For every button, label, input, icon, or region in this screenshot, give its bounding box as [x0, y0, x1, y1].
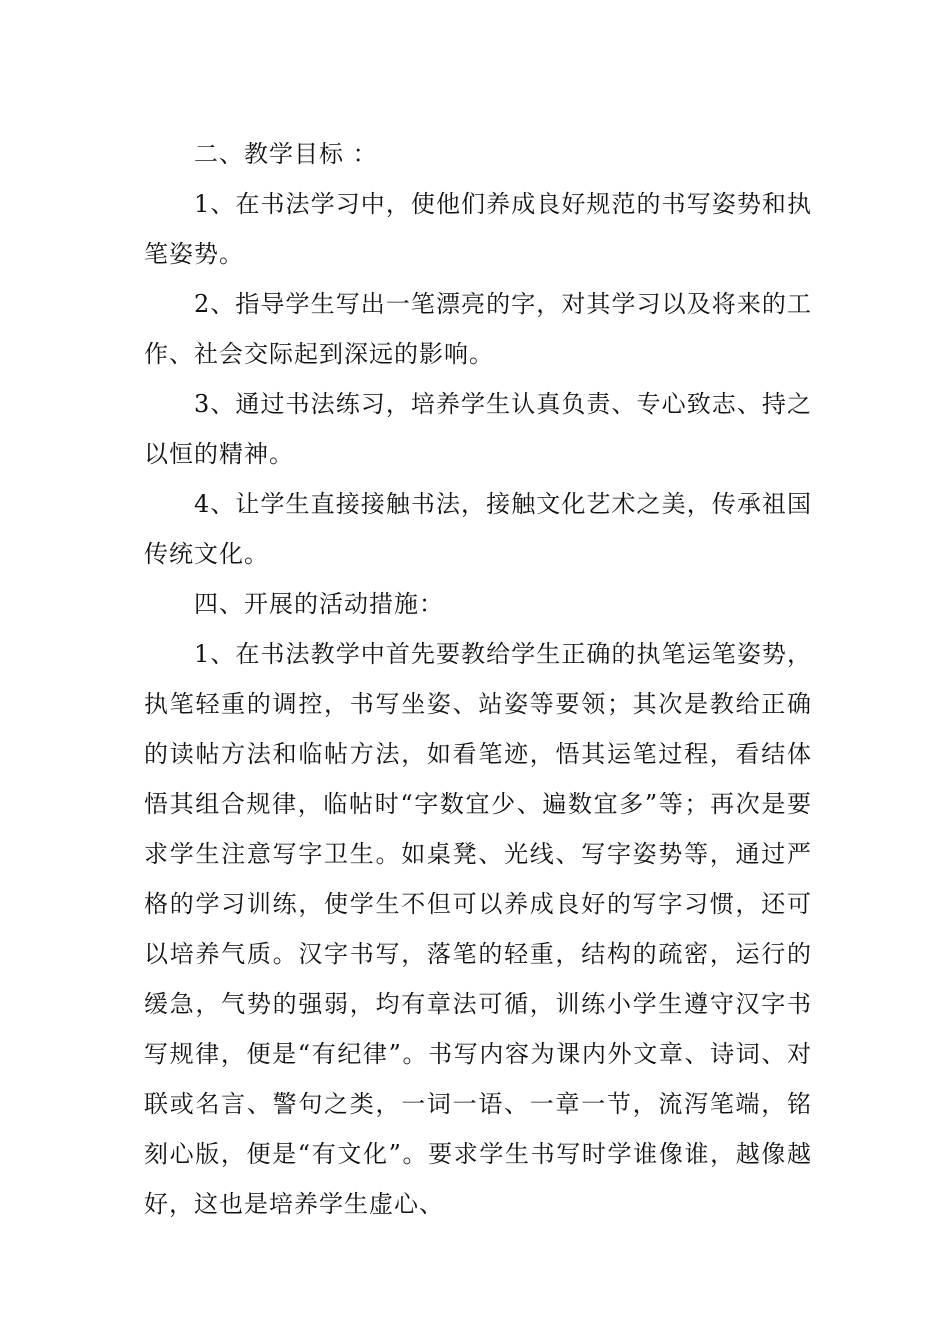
heading-teaching-goals: 二、教学目标 ： — [194, 140, 378, 168]
goal-item-2: 2、指导学生写出一笔漂亮的字，对其学习以及将来的工作、社会交际起到深远的影响。 — [144, 290, 812, 368]
goal-item-1: 1、在书法学习中，使他们养成良好规范的书写姿势和执笔姿势。 — [144, 190, 812, 268]
heading-activity-measures: 四、开展的活动措施： — [194, 590, 444, 618]
goal-item-3: 3、通过书法练习，培养学生认真负责、专心致志、持之以恒的精神。 — [144, 390, 812, 468]
goal-item-4: 4、让学生直接接触书法，接触文化艺术之美，传承祖国传统文化。 — [144, 490, 812, 568]
document-body — [144, 129, 812, 1229]
measure-item-1: 1、在书法教学中首先要教给学生正确的执笔运笔姿势，执笔轻重的调控，书写坐姿、站姿等要领；其次是教给正确的读帖方法和临帖方法，如看笔迹，悟其运笔过程，看结体悟其组合规律，临帖时“字数宜少、遍数宜多”等；再次是要求学生注意写字卫生。如桌凳、光线、写字姿势等，通过严格的学习训练，使学生不但可以养成良好的写字习惯，还可以培养气质。汉字书写，落笔的轻重，结构的疏密，运行的缓急，气势的强弱，均有章法可循，训练小学生遵守汉字书写规律，便是“有纪律”。书写内容为课内外文章、诗词、对联或名言、警句之类，一词一语、一章一节，流泻笔端，铭刻心版，便是“有文化”。要求学生书写时学谁像谁，越像越好，这也是培养学生虚心、 — [144, 640, 812, 1218]
